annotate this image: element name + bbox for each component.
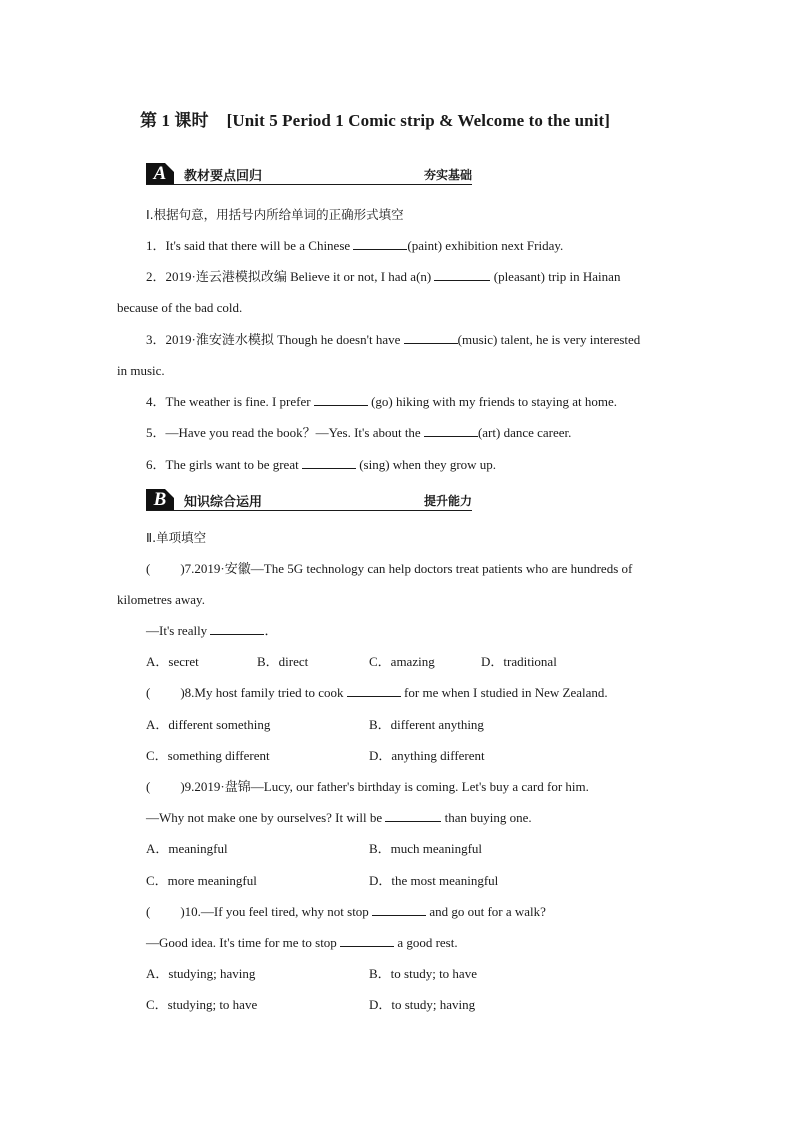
question-10-reply: —Good idea. It's time for me to stop a good rest. bbox=[146, 935, 458, 950]
option-8a[interactable]: A．different something bbox=[146, 717, 271, 732]
section-a-tag: 夯实基础 bbox=[423, 168, 472, 182]
option-10a[interactable]: A．studying; having bbox=[146, 966, 256, 981]
section-a-title: 教材要点回归 bbox=[184, 169, 263, 184]
question-7-reply: —It's really ． bbox=[146, 623, 278, 638]
question-9-reply: —Why not make one by ourselves? It will be than buying one. bbox=[146, 810, 532, 825]
option-7d[interactable]: D．traditional bbox=[481, 654, 557, 669]
option-9d[interactable]: D．the most meaningful bbox=[369, 873, 499, 888]
option-7c[interactable]: C．amazing bbox=[369, 654, 435, 669]
question-9: ( )9.2019·盘锦—Lucy, our father's birthday is coming. Let's buy a card for him. bbox=[146, 779, 589, 794]
question-4: 4．The weather is fine. I prefer (go) hiking with my friends to staying at home. bbox=[146, 394, 617, 409]
option-10c[interactable]: C．studying; to have bbox=[146, 997, 258, 1012]
option-9a[interactable]: A．meaningful bbox=[146, 841, 228, 856]
answer-blank[interactable] bbox=[340, 934, 394, 947]
answer-blank[interactable] bbox=[314, 393, 368, 406]
question-3: 3．2019·淮安涟水模拟 Though he doesn't have (music) talent, he is very interested bbox=[146, 332, 641, 347]
section-a-header bbox=[146, 163, 472, 185]
question-2-cont: because of the bad cold. bbox=[117, 300, 243, 315]
question-1: 1．It's said that there will be a Chinese (paint) exhibition next Friday. bbox=[146, 238, 564, 253]
answer-blank[interactable] bbox=[404, 331, 458, 344]
section-b-letter: B bbox=[153, 489, 167, 510]
answer-blank[interactable] bbox=[424, 424, 478, 437]
part1-heading: Ⅰ.根据句意，用括号内所给单词的正确形式填空 bbox=[146, 207, 404, 222]
answer-blank[interactable] bbox=[347, 684, 401, 697]
option-7a[interactable]: A．secret bbox=[146, 654, 199, 669]
section-b-title: 知识综合运用 bbox=[184, 495, 263, 510]
section-a-badge bbox=[146, 163, 174, 185]
option-7b[interactable]: B．direct bbox=[257, 654, 309, 669]
answer-blank[interactable] bbox=[302, 456, 356, 469]
answer-blank[interactable] bbox=[372, 903, 426, 916]
question-10: ( )10.—If you feel tired, why not stop and go out for a walk? bbox=[146, 904, 546, 919]
question-3-cont: in music. bbox=[117, 363, 165, 378]
question-2: 2．2019·连云港模拟改编 Believe it or not, I had a(n) (pleasant) trip in Hainan bbox=[146, 269, 621, 284]
question-6: 6．The girls want to be great (sing) when they grow up. bbox=[146, 457, 497, 472]
section-b-header bbox=[146, 489, 472, 511]
option-8d[interactable]: D．anything different bbox=[369, 748, 485, 763]
section-b-tag: 提升能力 bbox=[423, 494, 472, 508]
answer-blank[interactable] bbox=[434, 268, 490, 281]
question-8: ( )8.My host family tried to cook for me when I studied in New Zealand. bbox=[146, 685, 608, 700]
page-title bbox=[140, 106, 610, 131]
question-5: 5．—Have you read the book？—Yes. It's about the (art) dance career. bbox=[146, 425, 572, 440]
option-9c[interactable]: C．more meaningful bbox=[146, 873, 257, 888]
question-7: ( )7.2019·安徽—The 5G technology can help doctors treat patients who are hundreds of bbox=[146, 561, 633, 576]
answer-blank[interactable] bbox=[353, 237, 407, 250]
section-b-badge bbox=[146, 489, 174, 511]
option-8b[interactable]: B．different anything bbox=[369, 717, 484, 732]
answer-blank[interactable] bbox=[385, 809, 441, 822]
section-a-letter: A bbox=[153, 163, 167, 184]
option-8c[interactable]: C．something different bbox=[146, 748, 270, 763]
option-9b[interactable]: B．much meaningful bbox=[369, 841, 483, 856]
option-10d[interactable]: D．to study; having bbox=[369, 997, 476, 1012]
option-10b[interactable]: B．to study; to have bbox=[369, 966, 477, 981]
part2-heading: Ⅱ.单项填空 bbox=[146, 530, 207, 545]
unit-label: [Unit 5 Period 1 Comic strip & Welcome to the unit] bbox=[226, 111, 611, 130]
question-7-cont: kilometres away. bbox=[117, 592, 205, 607]
answer-blank[interactable] bbox=[210, 622, 264, 635]
lesson-label: 第 1 课时 bbox=[140, 111, 209, 130]
